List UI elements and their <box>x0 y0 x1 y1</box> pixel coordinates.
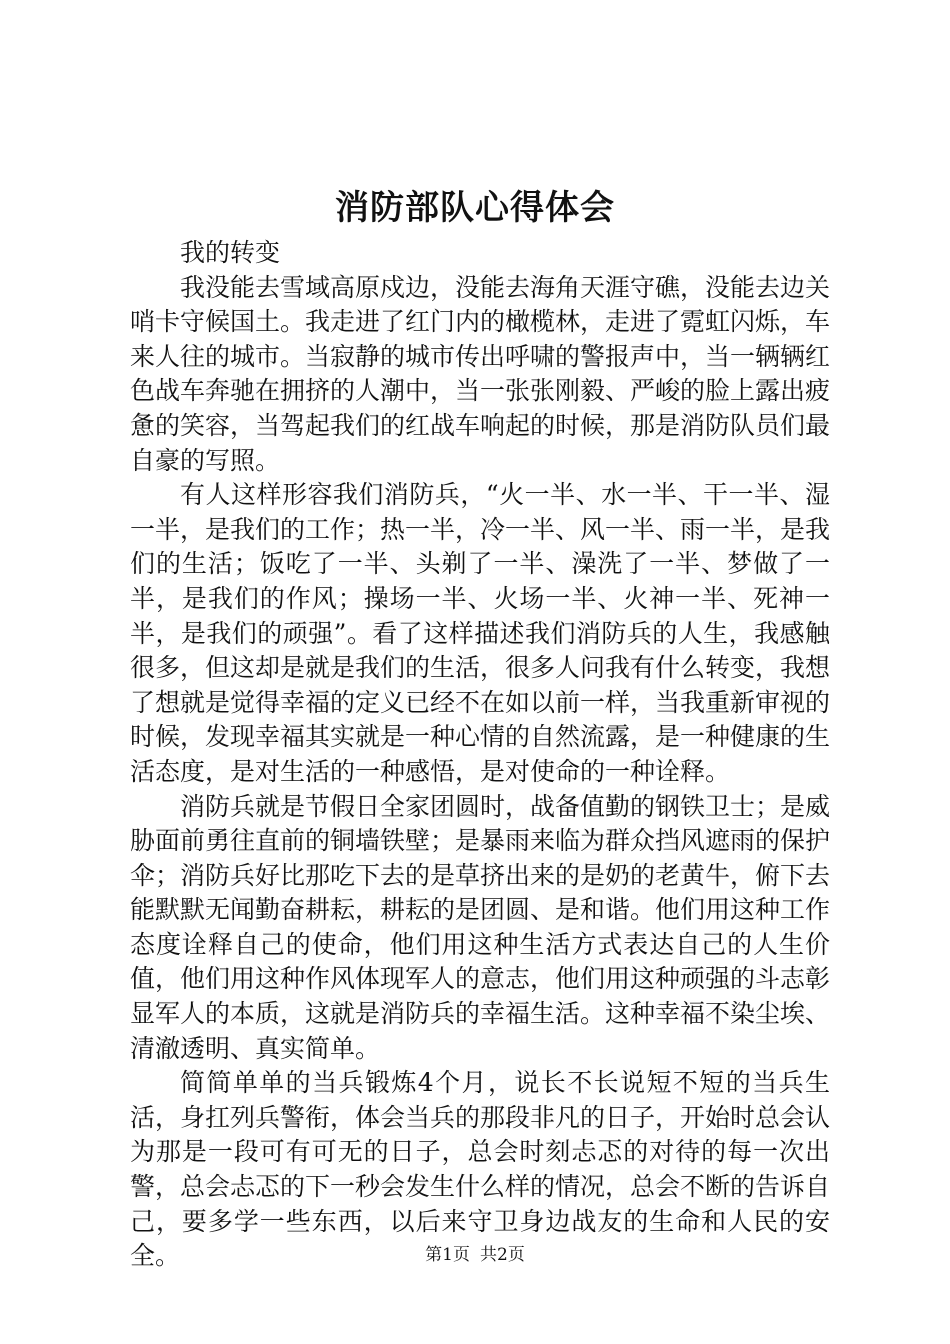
page-footer <box>0 1243 950 1267</box>
paragraph: 有人这样形容我们消防兵，“火一半、水一半、干一半、湿一半，是我们的工作；热一半，冷一半、风一半、雨一半，是我们的生活；饭吃了一半、头剃了一半、澡洗了一半、梦做了一半，是我们的作风；操场一半、火场一半、火神一半、死神一半，是我们的顽强”。看了这样描述我们消防兵的人生，我感触很多，但这却是就是我们的生活，很多人问我有什么转变，我想了想就是觉得幸福的定义已经不在如以前一样，当我重新审视的时候，发现幸福其实就是一种心情的自然流露，是一种健康的生活态度，是对生活的一种感悟，是对使命的一种诠释。 <box>130 480 831 786</box>
document-title: 消防部队心得体会 <box>335 188 615 228</box>
paragraph: 消防兵就是节假日全家团圆时，战备值勤的钢铁卫士；是威胁面前勇往直前的铜墙铁壁；是暴雨来临为群众挡风遮雨的保护伞；消防兵好比那吃下去的是草挤出来的是奶的老黄牛，俯下去能默默无闻勤奋耕耘，耕耘的是团圆、是和谐。他们用这种工作态度诠释自己的使命，他们用这种生活方式表达自己的人生价值，他们用这种作风体现军人的意志，他们用这种顽强的斗志彰显军人的本质，这就是消防兵的幸福生活。这种幸福不染尘埃、清澈透明、真实简单。 <box>130 791 831 1063</box>
document-body <box>130 236 830 1274</box>
paragraph-subtitle: 我的转变 <box>180 238 281 267</box>
paragraph: 我没能去雪域高原戍边，没能去海角天涯守礁，没能去边关哨卡守候国土。我走进了红门内的橄榄林，走进了霓虹闪烁，车来人往的城市。当寂静的城市传出呼啸的警报声中，当一辆辆红色战车奔驰在拥挤的人潮中，当一张张刚毅、严峻的脸上露出疲惫的笑容，当驾起我们的红战车响起的时候，那是消防队员们最自豪的写照。 <box>130 272 831 475</box>
paragraph: 简简单单的当兵锻炼4个月，说长不长说短不短的当兵生活，身扛列兵警衔，体会当兵的那段非凡的日子，开始时总会认为那是一段可有可无的日子，总会时刻忐忑的对待的每一次出警，总会忐忑的下一秒会发生什么样的情况，总会不断的告诉自己，要多学一些东西，以后来守卫身边战友的生命和人民的安全。 <box>130 1068 831 1271</box>
page-total: 共2页 <box>480 1245 525 1265</box>
page-number: 第1页 <box>425 1245 470 1265</box>
